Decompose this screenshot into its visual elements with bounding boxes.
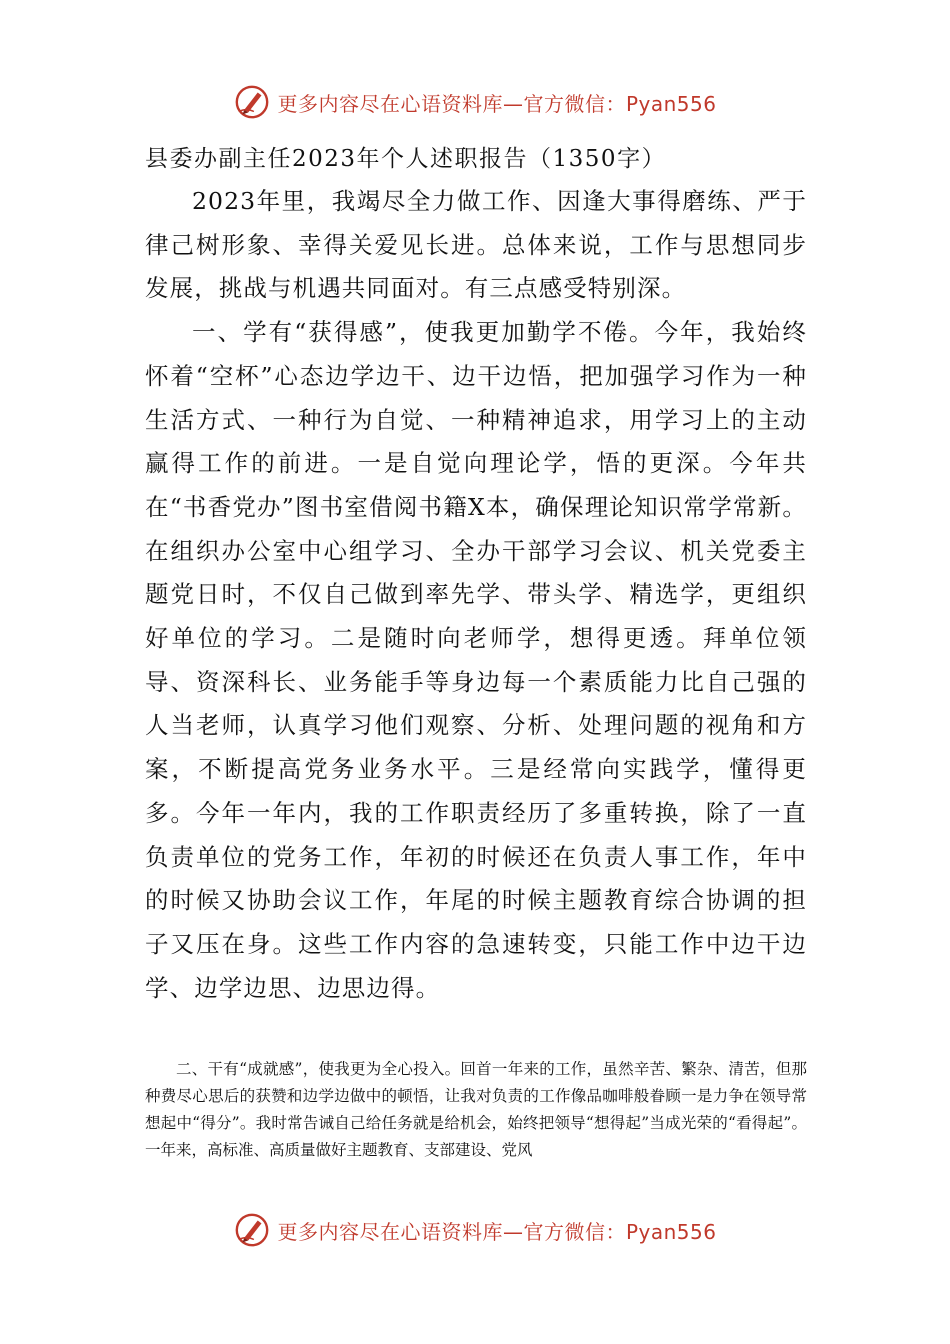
document-title: 县委办副主任2023年个人述职报告（1350字） [145, 146, 667, 172]
pen-logo-icon [233, 1211, 271, 1249]
pen-logo-icon [233, 83, 271, 121]
watermark-banner-bottom [0, 1210, 950, 1250]
watermark-text: 更多内容尽在心语资料库—官方微信：Pyan556 [277, 1219, 717, 1244]
paragraph-intro: 2023年里，我竭尽全力做工作、因逢大事得磨练、严于律己树形象、幸得关爱见长进。总体来说，工作与思想同步发展，挑战与机遇共同面对。有三点感受特别深。 [145, 187, 807, 303]
watermark-text: 更多内容尽在心语资料库—官方微信：Pyan556 [277, 91, 717, 116]
paragraph-section-one: 一、学有“获得感”，使我更加勤学不倦。今年，我始终怀着“空杯”心态边学边干、边干边悟，把加强学习作为一种生活方式、一种行为自觉、一种精神追求，用学习上的主动赢得工作的前进。一是自觉向理论学，悟的更深。今年共在“书香党办”图书室借阅书籍X本，确保理论知识常学常新。在组织办公室中心组学习、全办干部学习会议、机关党委主题党日时，不仅自己做到率先学、带头学、精选学，更组织好单位的学习。二是随时向老师学，想得更透。拜单位领导、资深科长、业务能手等身边每一个素质能力比自己强的人当老师，认真学习他们观察、分析、处理问题的视角和方案，不断提高党务业务水平。三是经常向实践学，懂得更多。今年一年内，我的工作职责经历了多重转换，除了一直负责单位的党务工作，年初的时候还在负责人事工作，年中的时候又协助会议工作，年尾的时候主题教育综合协调的担子又压在身。这些工作内容的急速转变，只能工作中边干边学、边学边思、边思边得。 [145, 318, 807, 1002]
watermark-banner-top [0, 82, 950, 122]
document-small-body [145, 1056, 807, 1164]
paragraph-section-two: 二、干有“成就感”，使我更为全心投入。回首一年来的工作，虽然辛苦、繁杂、清苦，但那种费尽心思后的获赞和边学边做中的顿悟，让我对负责的工作像品咖啡般眷顾一是力争在领导常想起中“得分”。我时常告诫自己给任务就是给机会，始终把领导“想得起”当成光荣的“看得起”。一年来，高标准、高质量做好主题教育、支部建设、党风 [145, 1060, 807, 1159]
document-body [145, 180, 807, 1010]
